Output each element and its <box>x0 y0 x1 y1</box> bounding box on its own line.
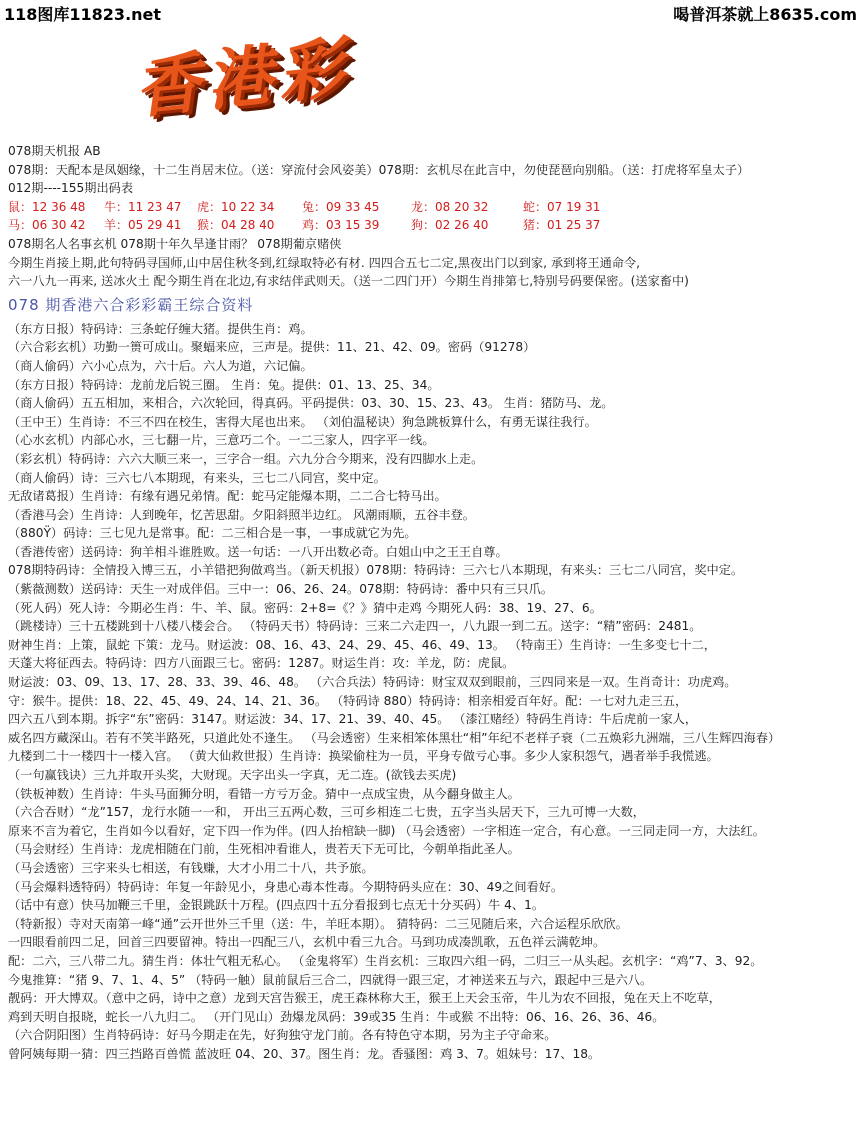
data-line: （商人偷码）诗：三六七八本期现，有来头，三七二八同宫，奖中定。 <box>8 470 386 485</box>
zodiac-cell: 马：06 30 42 <box>8 218 86 233</box>
logo-text: 香港彩 <box>130 28 354 128</box>
data-line: （香港马会）生肖诗：人到晚年，忆苦思甜。夕阳斜照半边红。 风潮雨顺，五谷丰登。 <box>8 507 475 522</box>
data-lines <box>8 320 858 1064</box>
data-line: 鸡到天明自报晓，蛇长一八九归二。 （开门见山）劲爆龙凤码：39或35 生肖：牛或猴 不出特：06、16、26、36、46。 <box>8 1009 665 1024</box>
data-line: （特新报）寺对天南第一峰“通”云开世外三千里（送：牛，羊旺本期）。 猜特码：二三见随后来，六合运程乐欣欣。 <box>8 916 628 931</box>
data-line: （东方日报）特码诗：龙前龙后锐三圈。 生肖：兔。提供：01、13、25、34。 <box>8 377 440 392</box>
zodiac-cell: 鸡：03 15 39 <box>302 218 380 233</box>
intro2-line: 六一八九一再来, 送冰火土 配今期生肖在北边,有求结伴武则天。（送一二四门开）今期生肖排第七,特别号码要保密。(送家畜中) <box>8 274 689 289</box>
data-line: （彩玄机）特码诗：六六大顺三来一，三字合一组。六九分合今期来，没有四脚水上走。 <box>8 451 484 466</box>
data-line: 财神生肖：上策，鼠蛇 下策：龙马。财运波：08、16、43、24、29、45、46、49、13。 （特南王）生肖诗：一生多变七十二， <box>8 637 716 652</box>
data-line: （马会透密）三字来头七相送，有钱赚，大才小用二十八，共予旅。 <box>8 860 374 875</box>
zodiac-cell: 鼠：12 36 48 <box>8 199 86 214</box>
data-line: （铁板神数）生肖诗：牛头马面狮分明，看错一方亏万金。猜中一点成宝贵，从今翻身做主人。 <box>8 786 520 801</box>
data-line: （香港传密）送码诗：狗羊相斗谁胜败。送一句话：一八开出数必奇。白姐山中之王王自尊。 <box>8 544 508 559</box>
zodiac-cell: 虎：10 22 34 <box>197 199 275 214</box>
main-content <box>8 142 858 1064</box>
data-line: （六合彩玄机）功勤一篑可成山。聚蝠来应，三声是。提供：11、21、42、09。密码（91278） <box>8 340 536 355</box>
data-line: 九楼到二十一楼四十一楼入宫。 （黄大仙救世报）生肖诗：换梁偷柱为一员，平身专做亏心事。多少人家积怨气，遇者举手我慌逃。 <box>8 749 719 764</box>
zodiac-cell: 羊：05 29 41 <box>104 218 182 233</box>
data-line: 四六五八到本期。拆字“东”密码：3147。财运波：34、17、21、39、40、45。 （漆江赌经）特码生肖诗：牛后虎前一家人， <box>8 712 698 727</box>
data-line: （话中有意）快马加鞭三千里，金银跳跃十万程。(四点四十五分看报到七点无十分买码）牛 4、1。 <box>8 898 545 913</box>
data-line: 曾阿姨每期一猜：四三挡路百兽慌 蓝波旺 04、20、37。图生肖：龙。香骚图：鸡 3、7。姐妹号：17、18。 <box>8 1046 601 1061</box>
data-line: （880Ÿ）码诗：三七见九是常事。配：二三相合是一事，一事成就它为先。 <box>8 526 417 541</box>
data-line: （马会财经）生肖诗：龙虎相随在门前，生死相冲看谁人，贵若天下无可比，今朝单指此圣人。 <box>8 842 520 857</box>
zodiac-cell: 龙：08 20 32 <box>411 199 489 214</box>
data-line: （跳楼诗）三十五楼跳到十八楼八楼会合。 （特码天书）特码诗：三来二六走四一，八九跟一到二五。送字：“精”密码：2481。 <box>8 619 702 634</box>
data-line: 靓码：开大博双。（意中之码，诗中之意）龙到天宫告猴王，虎王森林称大王，猴王上天会玉帝，牛儿为农不回报，兔在天上不吃草， <box>8 991 721 1006</box>
site-name-right[interactable]: 喝普洱茶就上8635.com <box>673 5 857 24</box>
data-line: 原来不言为着它，生肖如今以看好，定下四一作为伴。(四人抬棺缺一脚) （马会透密）一字相连一定合，有心意。一三同走同一方，大法红。 <box>8 823 765 838</box>
data-line: （六合阴阳图）生肖特码诗：好马今期走在先，好狗独守龙门前。各有特色守本期，另为主子守命来。 <box>8 1028 557 1043</box>
intro2-line: 078期名人名事玄机 078期十年久旱逢甘雨？ 078期葡京赌侠 <box>8 236 342 251</box>
zodiac-cell: 蛇：07 19 31 <box>523 199 601 214</box>
intro-line: 078期天机报 AB <box>8 144 101 158</box>
intro-line: 012期----155期出码表 <box>8 181 134 196</box>
data-line: 一四眼看前四二足，回首三四要留神。特出一四配三八，玄机中看三九合。马到功成凑凯歌，五色祥云满乾坤。 <box>8 935 606 950</box>
data-line: 财运波：03、09、13、17、28、33、39、46、48。 （六合兵法）特码诗：财宝双双到眼前，三四同来是一双。生肖奇计：功虎鸡。 <box>8 675 737 690</box>
data-line: 今鬼推算：“猪 9、7、1、4、5” （特码一触）鼠前鼠后三合二，四就得一跟三定，才神送来五与六，跟起中三是六八。 <box>8 972 653 987</box>
zodiac-row <box>8 198 858 217</box>
data-line: （心水玄机）内部心水，三七翻一片，三意巧二个。一二三家人，四字平一线。 <box>8 433 435 448</box>
zodiac-row <box>8 216 858 235</box>
site-name-left[interactable]: 118图库11823.net <box>4 5 162 24</box>
zodiac-cell: 牛：11 23 47 <box>104 199 182 214</box>
data-line: （东方日报）特码诗：三条蛇仔缠大猪。提供生肖：鸡。 <box>8 321 313 336</box>
data-line: （商人偷码）五五相加，来相合，六次轮回，得真码。平码提供：03、30、15、23、43。 生肖：猪防马、龙。 <box>8 396 614 411</box>
zodiac-cell: 猴：04 28 40 <box>197 218 275 233</box>
data-line: 威名四方藏深山。若有不笑半路死，只道此处不逢生。 （马会透密）生来相笨体黑壮“相”年纪不老样子衰（二五焕彩九洲端，三八生辉四海春） <box>8 730 781 745</box>
section-title: 078 期香港六合彩彩霸王综合资料 <box>8 295 254 314</box>
data-line: 无敌诸葛报）生肖诗：有缘有遇兄弟情。配：蛇马定能爆本期，二二合七特马出。 <box>8 489 447 504</box>
data-line: （六合吞财）“龙”157，龙行水随一一和， 开出三五两心数，三可乡相连二七贵，五字当头居天下，三九可博一大数， <box>8 805 645 820</box>
zodiac-cell: 狗：02 26 40 <box>411 218 489 233</box>
data-line: 配：二六，三八带二九。猜生肖：体壮气粗无私心。 （金鬼将军）生肖玄机：三取四六组一码，二归三一从头起。玄机字：“鸡”7、3、92。 <box>8 953 763 968</box>
hk-lottery-logo <box>130 28 455 140</box>
data-line: （死人码）死人诗：今期必生肖：牛、羊、鼠。密码：2+8=《？》猜中走鸡 今期死人码：38、19、27、6。 <box>8 600 602 615</box>
intro2-line: 今期生肖接上期,此句特码寻国师,山中居住秋冬到,红绿取特必有材. 四四合五七二定,黑夜出门以到家, 承到将王通命令, <box>8 255 641 270</box>
zodiac-cell: 兔：09 33 45 <box>302 199 380 214</box>
data-line: 天蓬大将征西去。特码诗：四方八面跟三七。密码：1287。财运生肖：攻：羊龙，防：虎鼠。 <box>8 656 515 671</box>
data-line: （王中王）生肖诗：不三不四在校生，害得大尾也出来。 （刘伯温秘诀）狗急跳板算什么，有勇无谋往我行。 <box>8 414 597 429</box>
data-line: （紫薇测数）送码诗：天生一对成伴侣。三中一：06、26、24。078期：特码诗：番中只有三只爪。 <box>8 582 554 597</box>
intro-line: 078期：天配本是凤姻缘，十二生肖居末位。（送：穿流付会风姿美）078期：玄机尽在此言中，勿使琵琶向别船。（送：打虎将军皇太子） <box>8 162 750 177</box>
zodiac-cell: 猪：01 25 37 <box>523 218 601 233</box>
data-line: 守：猴牛。提供：18、22、45、49、24、14、21、36。 （特码诗 880）特码诗：相亲相爱百年好。配：一七对九走三五， <box>8 693 688 708</box>
data-line: （马会爆料透特码）特码诗：年复一年龄见小，身患心毒本性毒。今期特码头应在：30、49之间看好。 <box>8 879 564 894</box>
data-line: （一句赢钱诀）三九并取开头奖，大财现。天字出头一字真，无二连。(欲钱去买虎) <box>8 768 457 782</box>
data-line: （商人偷码）六小心点为，六十后。六人为道，六记偏。 <box>8 358 313 373</box>
data-line: 078期特码诗：全情投入博三五，小羊错把狗做鸡当。（新天机报）078期：特码诗：三六七八本期现，有来头：三七二八同宫，奖中定。 <box>8 563 744 578</box>
